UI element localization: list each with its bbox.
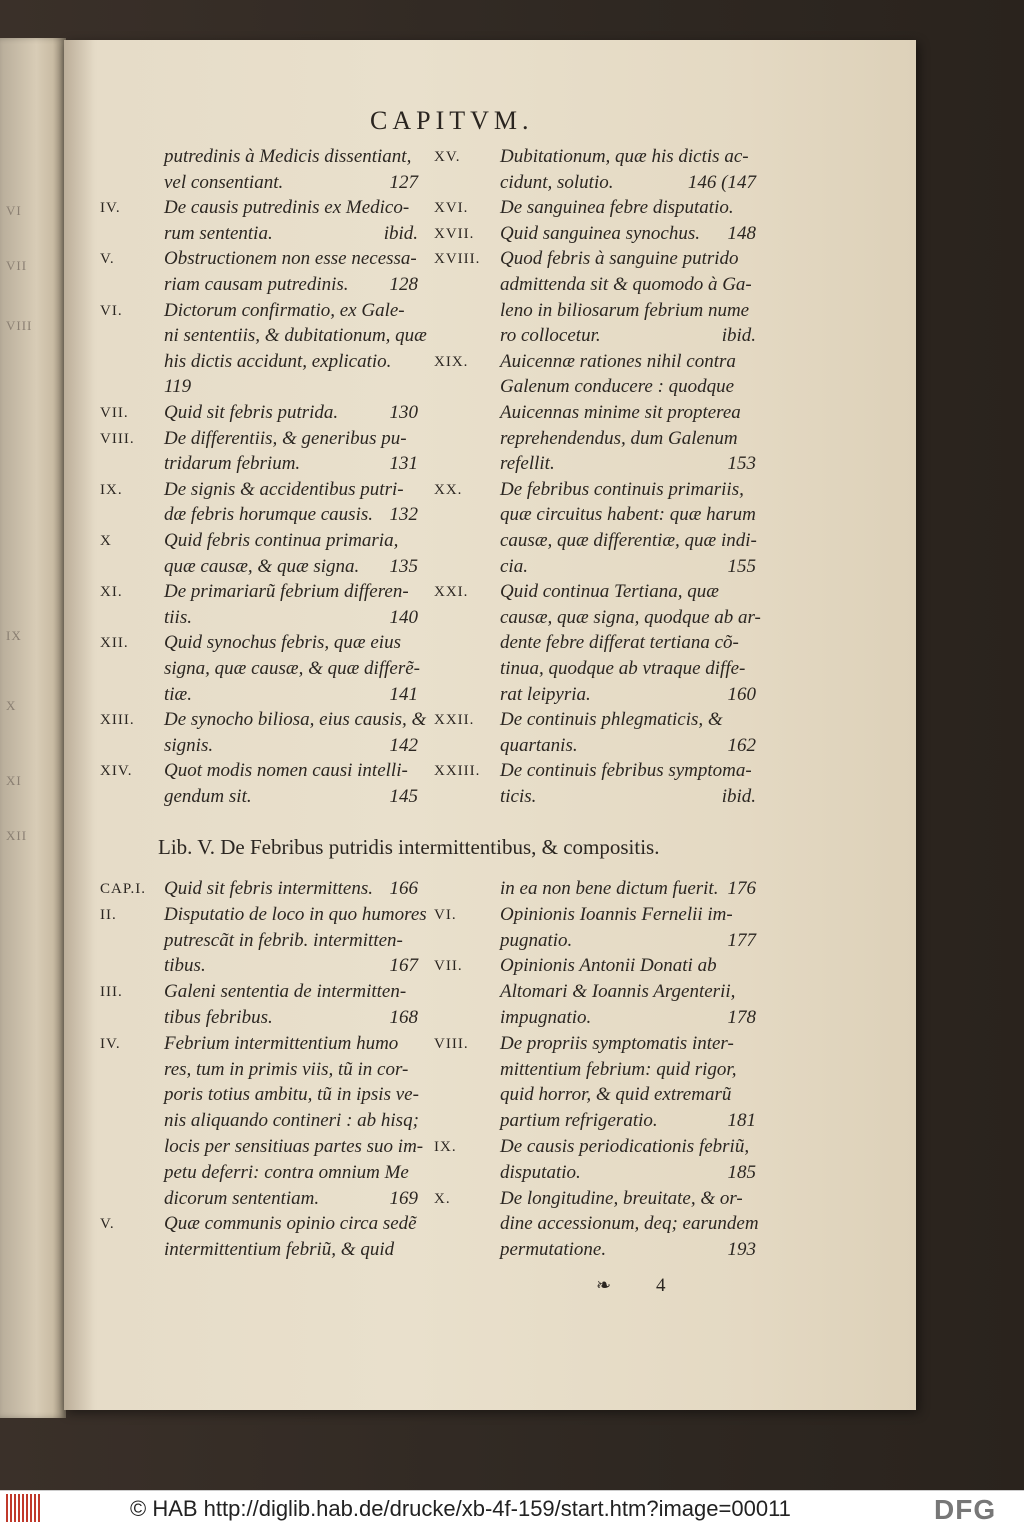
chapter-numeral: XVIII.	[434, 251, 481, 268]
page-number: ibid.	[383, 222, 418, 244]
margin-numeral: VII	[6, 258, 28, 273]
toc-entry-text: locis per sensitiuas partes suo im-	[164, 1136, 424, 1157]
previous-page-edge	[0, 38, 66, 1418]
toc-entry-text: Quot modis nomen causi intelli-	[164, 760, 408, 782]
toc-entry-text: refellit.	[500, 453, 555, 475]
toc-entry-text: gendum sit.	[164, 786, 252, 807]
chapter-numeral: IV.	[100, 1035, 121, 1052]
chapter-numeral: V.	[100, 1216, 115, 1233]
chapter-numeral: IV.	[100, 200, 121, 217]
toc-entry-text: Quod febris à sanguine putrido	[500, 248, 739, 270]
toc-entry-text: Quid sit febris putrida.	[164, 402, 339, 423]
toc-entry-text: Altomari & Ioannis Argenterii,	[500, 981, 736, 1003]
toc-entry-text: in ea non bene dictum fuerit.	[500, 878, 719, 899]
page-number: ibid.	[721, 786, 756, 807]
toc-entry-text: Quid continua Tertiana, quæ	[500, 581, 719, 603]
chapter-numeral: IX.	[100, 481, 123, 498]
toc-entry-text: Auicennæ rationes nihil contra	[500, 350, 736, 372]
page-number: 169	[389, 1187, 418, 1209]
toc-entry-text: signa, quæ causæ, & quæ differẽ-	[164, 658, 420, 679]
page-number: 148	[727, 222, 756, 244]
chapter-numeral: XIX.	[434, 353, 469, 370]
toc-entry-text: partium refrigeratio.	[500, 1110, 658, 1132]
toc-entry-text: putrescãt in febrib. intermitten-	[164, 929, 403, 951]
toc-entry-text: De propriis symptomatis inter-	[500, 1032, 734, 1054]
page-number: 142	[389, 734, 418, 756]
toc-entry-text: dente febre differat tertiana cõ-	[500, 632, 739, 654]
toc-entry-text: quartanis.	[500, 734, 578, 756]
toc-entry-text: causæ, quæ differentiæ, quæ indi-	[500, 530, 757, 551]
toc-entry-text: nis aliquando contineri : ab hisq;	[164, 1110, 419, 1132]
toc-entry-text: De febribus continuis primariis,	[500, 478, 744, 500]
toc-entry-text: Auicennas minime sit propterea	[500, 402, 741, 423]
page-number: 168	[389, 1007, 418, 1028]
toc-entry-text: tiis.	[164, 606, 192, 628]
margin-numeral: IX	[6, 628, 22, 643]
toc-entry-text: pugnatio.	[500, 929, 573, 951]
toc-entry-text: ni sententiis, & dubitationum, quæ	[164, 325, 427, 347]
chapter-numeral: V.	[100, 251, 115, 268]
chapter-numeral: VIII.	[100, 430, 135, 447]
toc-entry-text: tiæ.	[164, 683, 192, 705]
toc-entry-text: dæ febris horumque causis.	[164, 504, 373, 526]
lib-heading: Lib. V. De Febribus putridis intermittentibus, & compositis.	[158, 835, 660, 859]
toc-entry-text: Febrium intermittentium humo	[164, 1032, 399, 1054]
toc-entry-text: petu deferri: contra omnium Me	[164, 1161, 409, 1183]
signature-mark: 4	[656, 1275, 666, 1296]
toc-entry-text: De primariarũ febrium differen-	[164, 581, 409, 603]
page-number: 130	[389, 402, 418, 423]
page-number: 131	[389, 453, 418, 475]
toc-entry-text: signis.	[164, 734, 214, 756]
margin-numeral: VIII	[6, 318, 33, 333]
toc-entry-text: quæ causæ, & quæ signa.	[164, 555, 360, 577]
margin-numeral: VI	[6, 203, 22, 218]
toc-entry-text: disputatio.	[500, 1161, 581, 1183]
chapter-numeral: XVII.	[434, 225, 475, 242]
chapter-numeral: XXII.	[434, 712, 475, 729]
toc-entry-text: De longitudine, breuitate, & or-	[500, 1187, 743, 1209]
toc-entry-text: tinua, quodque ab vtraque diffe-	[500, 658, 746, 679]
dfg-logo: DFG	[934, 1494, 997, 1525]
page-number: 155	[727, 555, 756, 577]
chapter-numeral: XIII.	[100, 712, 135, 729]
toc-entry-text: De differentiis, & generibus pu-	[164, 427, 407, 449]
toc-entry-text: his dictis accidunt, explicatio.	[164, 350, 392, 372]
toc-entry-text: De sanguinea febre disputatio.	[500, 197, 734, 219]
chapter-numeral: XXI.	[434, 584, 469, 601]
toc-entry-text: Dictorum confirmatio, ex Gale-	[164, 299, 405, 321]
page-number: 177	[727, 929, 756, 951]
margin-numeral: XI	[6, 773, 22, 788]
chapter-numeral: IX.	[434, 1139, 457, 1155]
chapter-numeral: II.	[100, 906, 117, 923]
chapter-numeral: XX.	[434, 481, 463, 498]
toc-entry-text: 119	[164, 376, 192, 398]
page-number: 146 (147	[687, 171, 756, 193]
toc-entry-text: cidunt, solutio.	[500, 171, 614, 193]
toc-entry-text: De synocho biliosa, eius causis, &	[164, 709, 427, 731]
toc-entry-text: cia.	[500, 555, 528, 577]
page-number: 141	[389, 683, 418, 705]
toc-entry-text: quæ circuitus habent: quæ harum	[500, 504, 756, 526]
toc-entry-text: Quid sit febris intermittens.	[164, 878, 373, 899]
chapter-numeral: XXIII.	[434, 763, 481, 780]
toc-entry-text: Dubitationum, quæ his dictis ac-	[500, 146, 749, 167]
toc-entry-text: permutatione.	[500, 1239, 607, 1261]
page-number: 178	[727, 1007, 756, 1028]
toc-entry-text: Galenum conducere : quodque	[500, 376, 735, 398]
chapter-numeral: X.	[434, 1190, 451, 1207]
chapter-numeral: VI.	[434, 906, 457, 923]
page-number: 181	[727, 1110, 756, 1132]
toc-entry-text: vel consentiant.	[164, 171, 284, 193]
toc-entry-text: causæ, quæ signa, quodque ab ar-	[500, 606, 761, 628]
page-number: 132	[389, 504, 418, 526]
page-number: 185	[727, 1161, 756, 1183]
toc-entry-text: dine accessionum, deq; earundem	[500, 1213, 759, 1235]
barcode-logo-icon	[6, 1494, 40, 1522]
toc-entry-text: De causis putredinis ex Medico-	[164, 197, 410, 219]
toc-entry-text: poris totius ambitu, tũ in ipsis ve-	[164, 1084, 419, 1106]
page-number: 176	[727, 878, 756, 899]
chapter-numeral: XII.	[100, 635, 129, 652]
page-heading: CAPITVM.	[370, 106, 534, 135]
toc-entry-text: reprehendendus, dum Galenum	[500, 427, 738, 449]
toc-entry-text: ro collocetur.	[500, 325, 601, 347]
toc-entry-text: intermittentium febriũ, & quid	[164, 1239, 395, 1261]
copyright-url[interactable]: © HAB http://diglib.hab.de/drucke/xb-4f-159/start.htm?image=00011	[130, 1496, 791, 1521]
margin-numeral: X	[6, 698, 17, 713]
toc-entry-text: De causis periodicationis febriũ,	[500, 1136, 750, 1157]
toc-entry-text: putredinis à Medicis dissentiant,	[164, 146, 412, 167]
toc-entry-text: tibus febribus.	[164, 1007, 273, 1028]
chapter-numeral: VIII.	[434, 1035, 469, 1052]
chapter-numeral: XI.	[100, 584, 123, 601]
page-number: 193	[727, 1239, 756, 1261]
toc-entry-text: De continuis phlegmaticis, &	[500, 709, 723, 731]
toc-entry-text: impugnatio.	[500, 1007, 592, 1028]
toc-entry-text: Quid febris continua primaria,	[164, 530, 399, 551]
toc-entry-text: riam causam putredinis.	[164, 274, 349, 295]
page-number: 135	[389, 555, 418, 577]
toc-entry-text: rum sententia.	[164, 222, 273, 244]
toc-entry-text: dicorum sententiam.	[164, 1187, 320, 1209]
toc-entry-text: quid horror, & quid extremarũ	[500, 1084, 732, 1106]
chapter-numeral: III.	[100, 984, 123, 1001]
chapter-numeral: CAP.I.	[100, 881, 147, 897]
page-number: ibid.	[721, 325, 756, 347]
page-number: 166	[389, 878, 418, 899]
toc-entry-text: Opinionis Antonii Donati ab	[500, 955, 717, 977]
page-number: 127	[389, 171, 418, 193]
toc-entry-text: leno in biliosarum febrium nume	[500, 299, 750, 321]
chapter-numeral: VII.	[434, 958, 463, 975]
page-number: 145	[389, 786, 418, 807]
page-number: 160	[727, 683, 756, 705]
page-number: 128	[389, 274, 418, 295]
toc-entry-text: Quid sanguinea synochus.	[500, 222, 701, 244]
toc-entry-text: ticis.	[500, 786, 537, 807]
fleuron-icon: ❧	[596, 1275, 612, 1295]
toc-entry-text: rat leipyria.	[500, 683, 591, 705]
chapter-numeral: XV.	[434, 149, 461, 165]
page-number: 162	[727, 734, 756, 756]
toc-entry-text: tridarum febrium.	[164, 453, 301, 475]
toc-entry-text: tibus.	[164, 955, 206, 977]
chapter-numeral: XVI.	[434, 200, 469, 217]
toc-entry-text: Galeni sententia de intermitten-	[164, 981, 407, 1003]
toc-entry-text: De signis & accidentibus putri-	[164, 478, 404, 500]
page-number: 140	[389, 606, 418, 628]
toc-entry-text: Obstructionem non esse necessa-	[164, 248, 417, 270]
toc-entry-text: Quid synochus febris, quæ eius	[164, 632, 401, 654]
toc-entry-text: Opinionis Ioannis Fernelii im-	[500, 903, 733, 925]
chapter-numeral: VI.	[100, 302, 123, 319]
toc-entry-text: mittentium febrium: quid rigor,	[500, 1058, 737, 1080]
toc-entry-text: Quæ communis opinio circa sedẽ	[164, 1213, 417, 1235]
margin-numeral: XII	[6, 828, 28, 843]
chapter-numeral: VII.	[100, 405, 129, 421]
chapter-numeral: XIV.	[100, 763, 133, 780]
chapter-numeral: X	[100, 533, 112, 549]
toc-entry-text: Disputatio de loco in quo humores	[164, 903, 427, 925]
page-number: 167	[389, 955, 418, 977]
page-number: 153	[727, 453, 756, 475]
toc-entry-text: De continuis febribus symptoma-	[500, 760, 752, 782]
toc-entry-text: res, tum in primis viis, tũ in cor-	[164, 1058, 409, 1080]
toc-entry-text: admittenda sit & quomodo à Ga-	[500, 274, 752, 295]
